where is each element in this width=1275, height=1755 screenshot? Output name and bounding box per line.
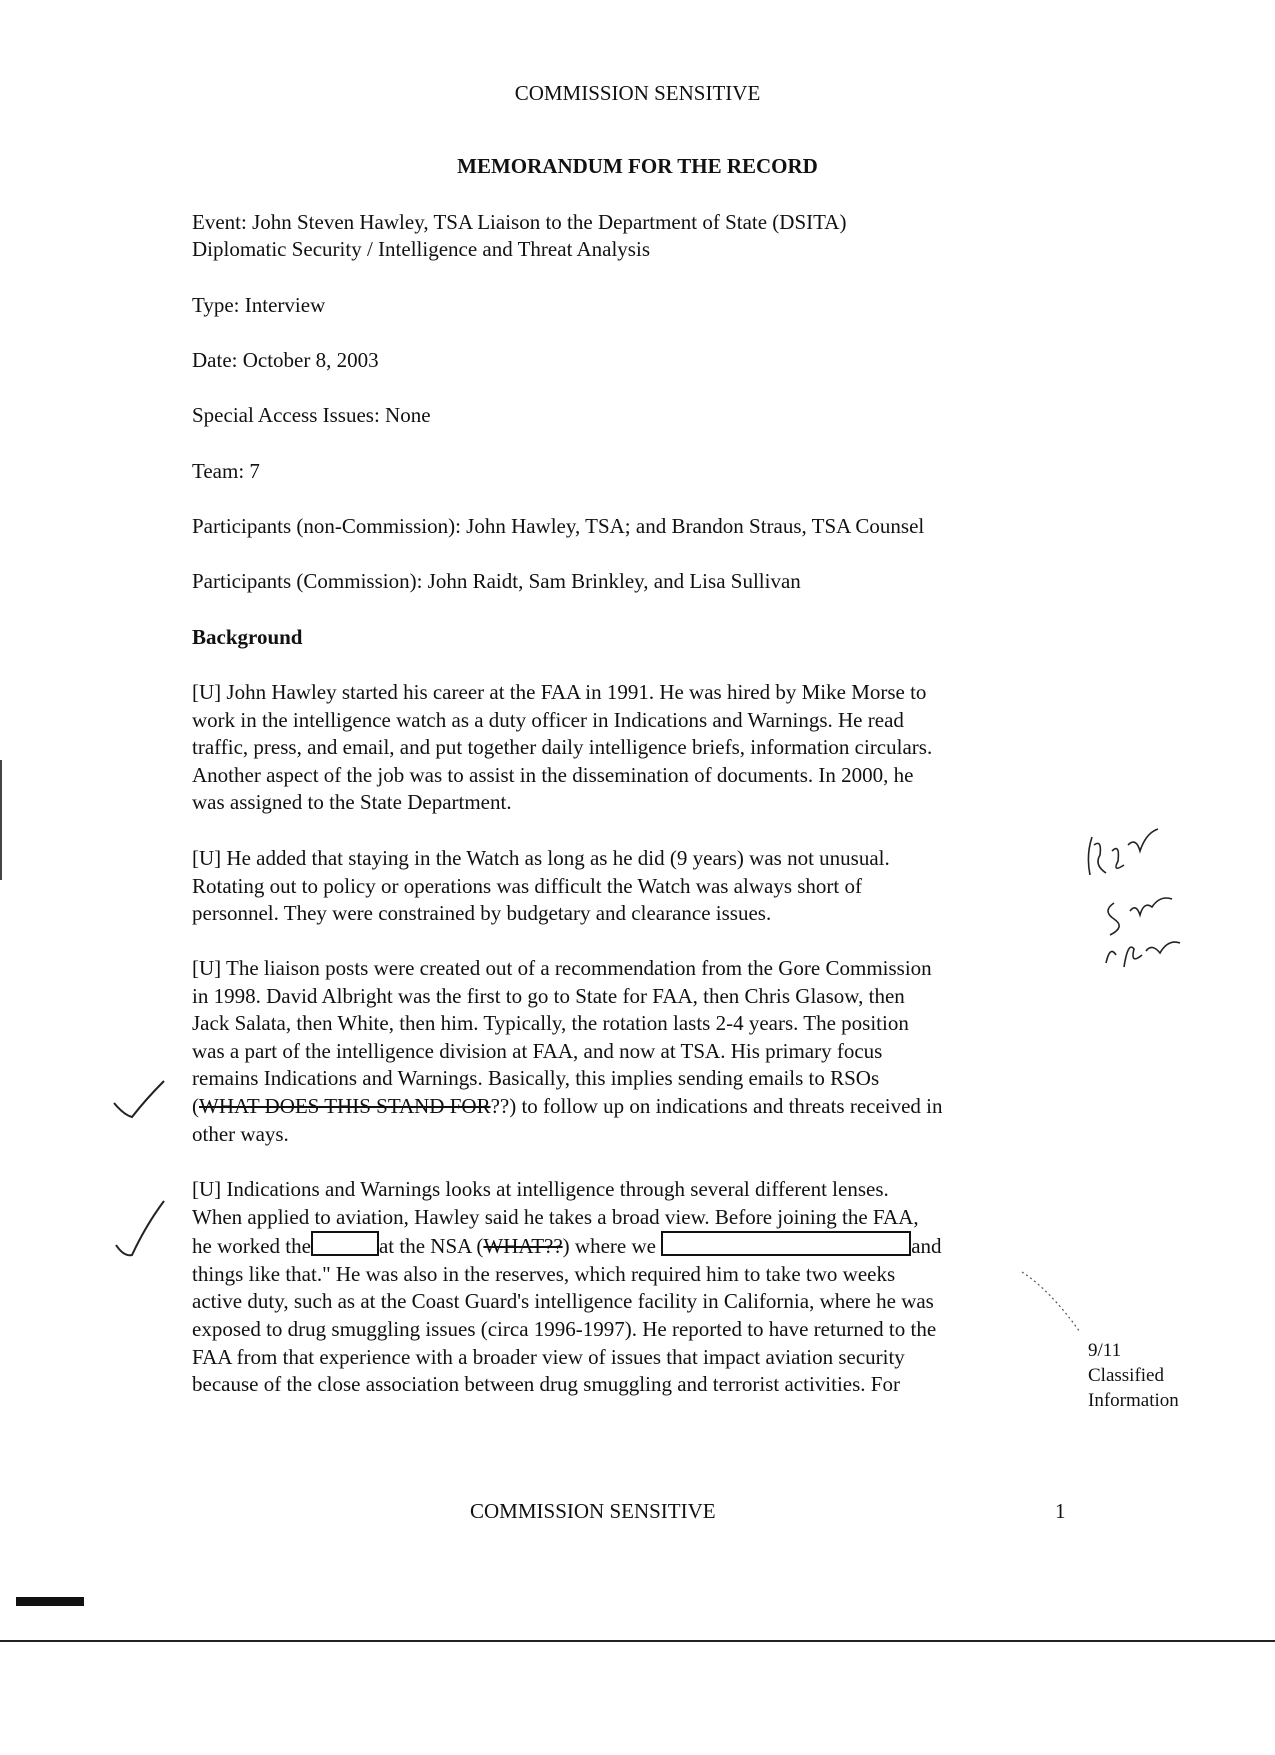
paragraph-line: personnel. They were constrained by budgetary and clearance issues. (192, 901, 772, 926)
header-classification: COMMISSION SENSITIVE (514, 81, 761, 105)
event-line-1: Event: John Steven Hawley, TSA Liaison to the Department of State (DSITA) (192, 210, 847, 234)
paragraph-line: traffic, press, and email, and put together daily intelligence briefs, information circulars. (192, 735, 933, 760)
paragraph-line: exposed to drug smuggling issues (circa 1996-1997). He reported to have returned to the (192, 1316, 937, 1341)
paragraph-line: FAA from that experience with a broader view of issues that impact aviation security (192, 1344, 905, 1369)
paragraph-line: work in the intelligence watch as a duty officer in Indications and Warnings. He read (192, 707, 904, 732)
struck-text: WHAT DOES THIS STAND FOR (199, 1093, 491, 1118)
page-bottom-rule (0, 1640, 1275, 1642)
paragraph-line-struck: (WHAT DOES THIS STAND FOR??) to follow up on indications and threats received in (192, 1093, 943, 1118)
margin-note-line: Classified (1088, 1365, 1164, 1386)
participants-commission: Participants (Commission): John Raidt, Sam Brinkley, and Lisa Sullivan (192, 569, 801, 593)
handwriting-scribble-icon (1080, 815, 1220, 985)
redaction-box (661, 1231, 911, 1256)
paragraph-line: active duty, such as at the Coast Guard's intelligence facility in California, where he was (192, 1289, 934, 1314)
participants-non-commission: Participants (non-Commission): John Hawley, TSA; and Brandon Straus, TSA Counsel (192, 514, 925, 538)
paragraph-3 (192, 955, 1072, 1148)
footer-classification: COMMISSION SENSITIVE (470, 1499, 716, 1523)
margin-note (1088, 1338, 1179, 1413)
struck-text: WHAT?? (483, 1234, 563, 1259)
paragraph-1 (192, 679, 1072, 817)
special-access-line: Special Access Issues: None (192, 403, 431, 427)
section-heading: Background (192, 625, 303, 649)
paragraph-line: Another aspect of the job was to assist in the dissemination of documents. In 2000, he (192, 762, 914, 787)
paragraph-line: [U] Indications and Warnings looks at intelligence through several different lenses. (192, 1177, 889, 1201)
paragraph-line: was assigned to the State Department. (192, 790, 512, 815)
paragraph-line: [U] John Hawley started his career at the FAA in 1991. He was hired by Mike Morse to (192, 680, 927, 704)
memo-title: MEMORANDUM FOR THE RECORD (457, 154, 818, 178)
date-line: Date: October 8, 2003 (192, 348, 379, 372)
page-number: 1 (1055, 1499, 1066, 1523)
margin-note-line: 9/11 (1088, 1340, 1122, 1361)
paragraph-line: things like that." He was also in the reserves, which required him to take two weeks (192, 1261, 896, 1286)
event-line-2: Diplomatic Security / Intelligence and Threat Analysis (192, 237, 650, 261)
redaction-box (311, 1231, 379, 1256)
paragraph-line: in 1998. David Albright was the first to go to State for FAA, then Chris Glasow, then (192, 983, 905, 1008)
paragraph-line: [U] The liaison posts were created out of a recommendation from the Gore Commission (192, 956, 932, 980)
margin-note-line: Information (1088, 1390, 1179, 1411)
paragraph-line: because of the close association between drug smuggling and terrorist activities. For (192, 1372, 900, 1397)
scan-edge-line (0, 760, 2, 880)
paragraph-line: [U] He added that staying in the Watch as long as he did (9 years) was not unusual. (192, 846, 890, 870)
paragraph-line: Rotating out to policy or operations was difficult the Watch was always short of (192, 873, 862, 898)
type-line: Type: Interview (192, 293, 326, 317)
paragraph-line: other ways. (192, 1121, 289, 1146)
paragraph-line: When applied to aviation, Hawley said he takes a broad view. Before joining the FAA, (192, 1204, 919, 1229)
team-line: Team: 7 (192, 459, 260, 483)
paragraph-line: Jack Salata, then White, then him. Typically, the rotation lasts 2-4 years. The position (192, 1011, 909, 1036)
scan-marker-bar (16, 1597, 84, 1606)
paragraph-4 (192, 1176, 1072, 1399)
checkmark-icon (112, 1195, 172, 1265)
paragraph-line-redacted: he worked the at the NSA (WHAT??) where we and (192, 1231, 1072, 1261)
paragraph-2 (192, 845, 1072, 928)
checkmark-icon (110, 1075, 170, 1125)
dotted-connector-line (1020, 1270, 1090, 1340)
paragraph-line: was a part of the intelligence division at FAA, and now at TSA. His primary focus (192, 1038, 883, 1063)
paragraph-line: remains Indications and Warnings. Basically, this implies sending emails to RSOs (192, 1066, 880, 1091)
